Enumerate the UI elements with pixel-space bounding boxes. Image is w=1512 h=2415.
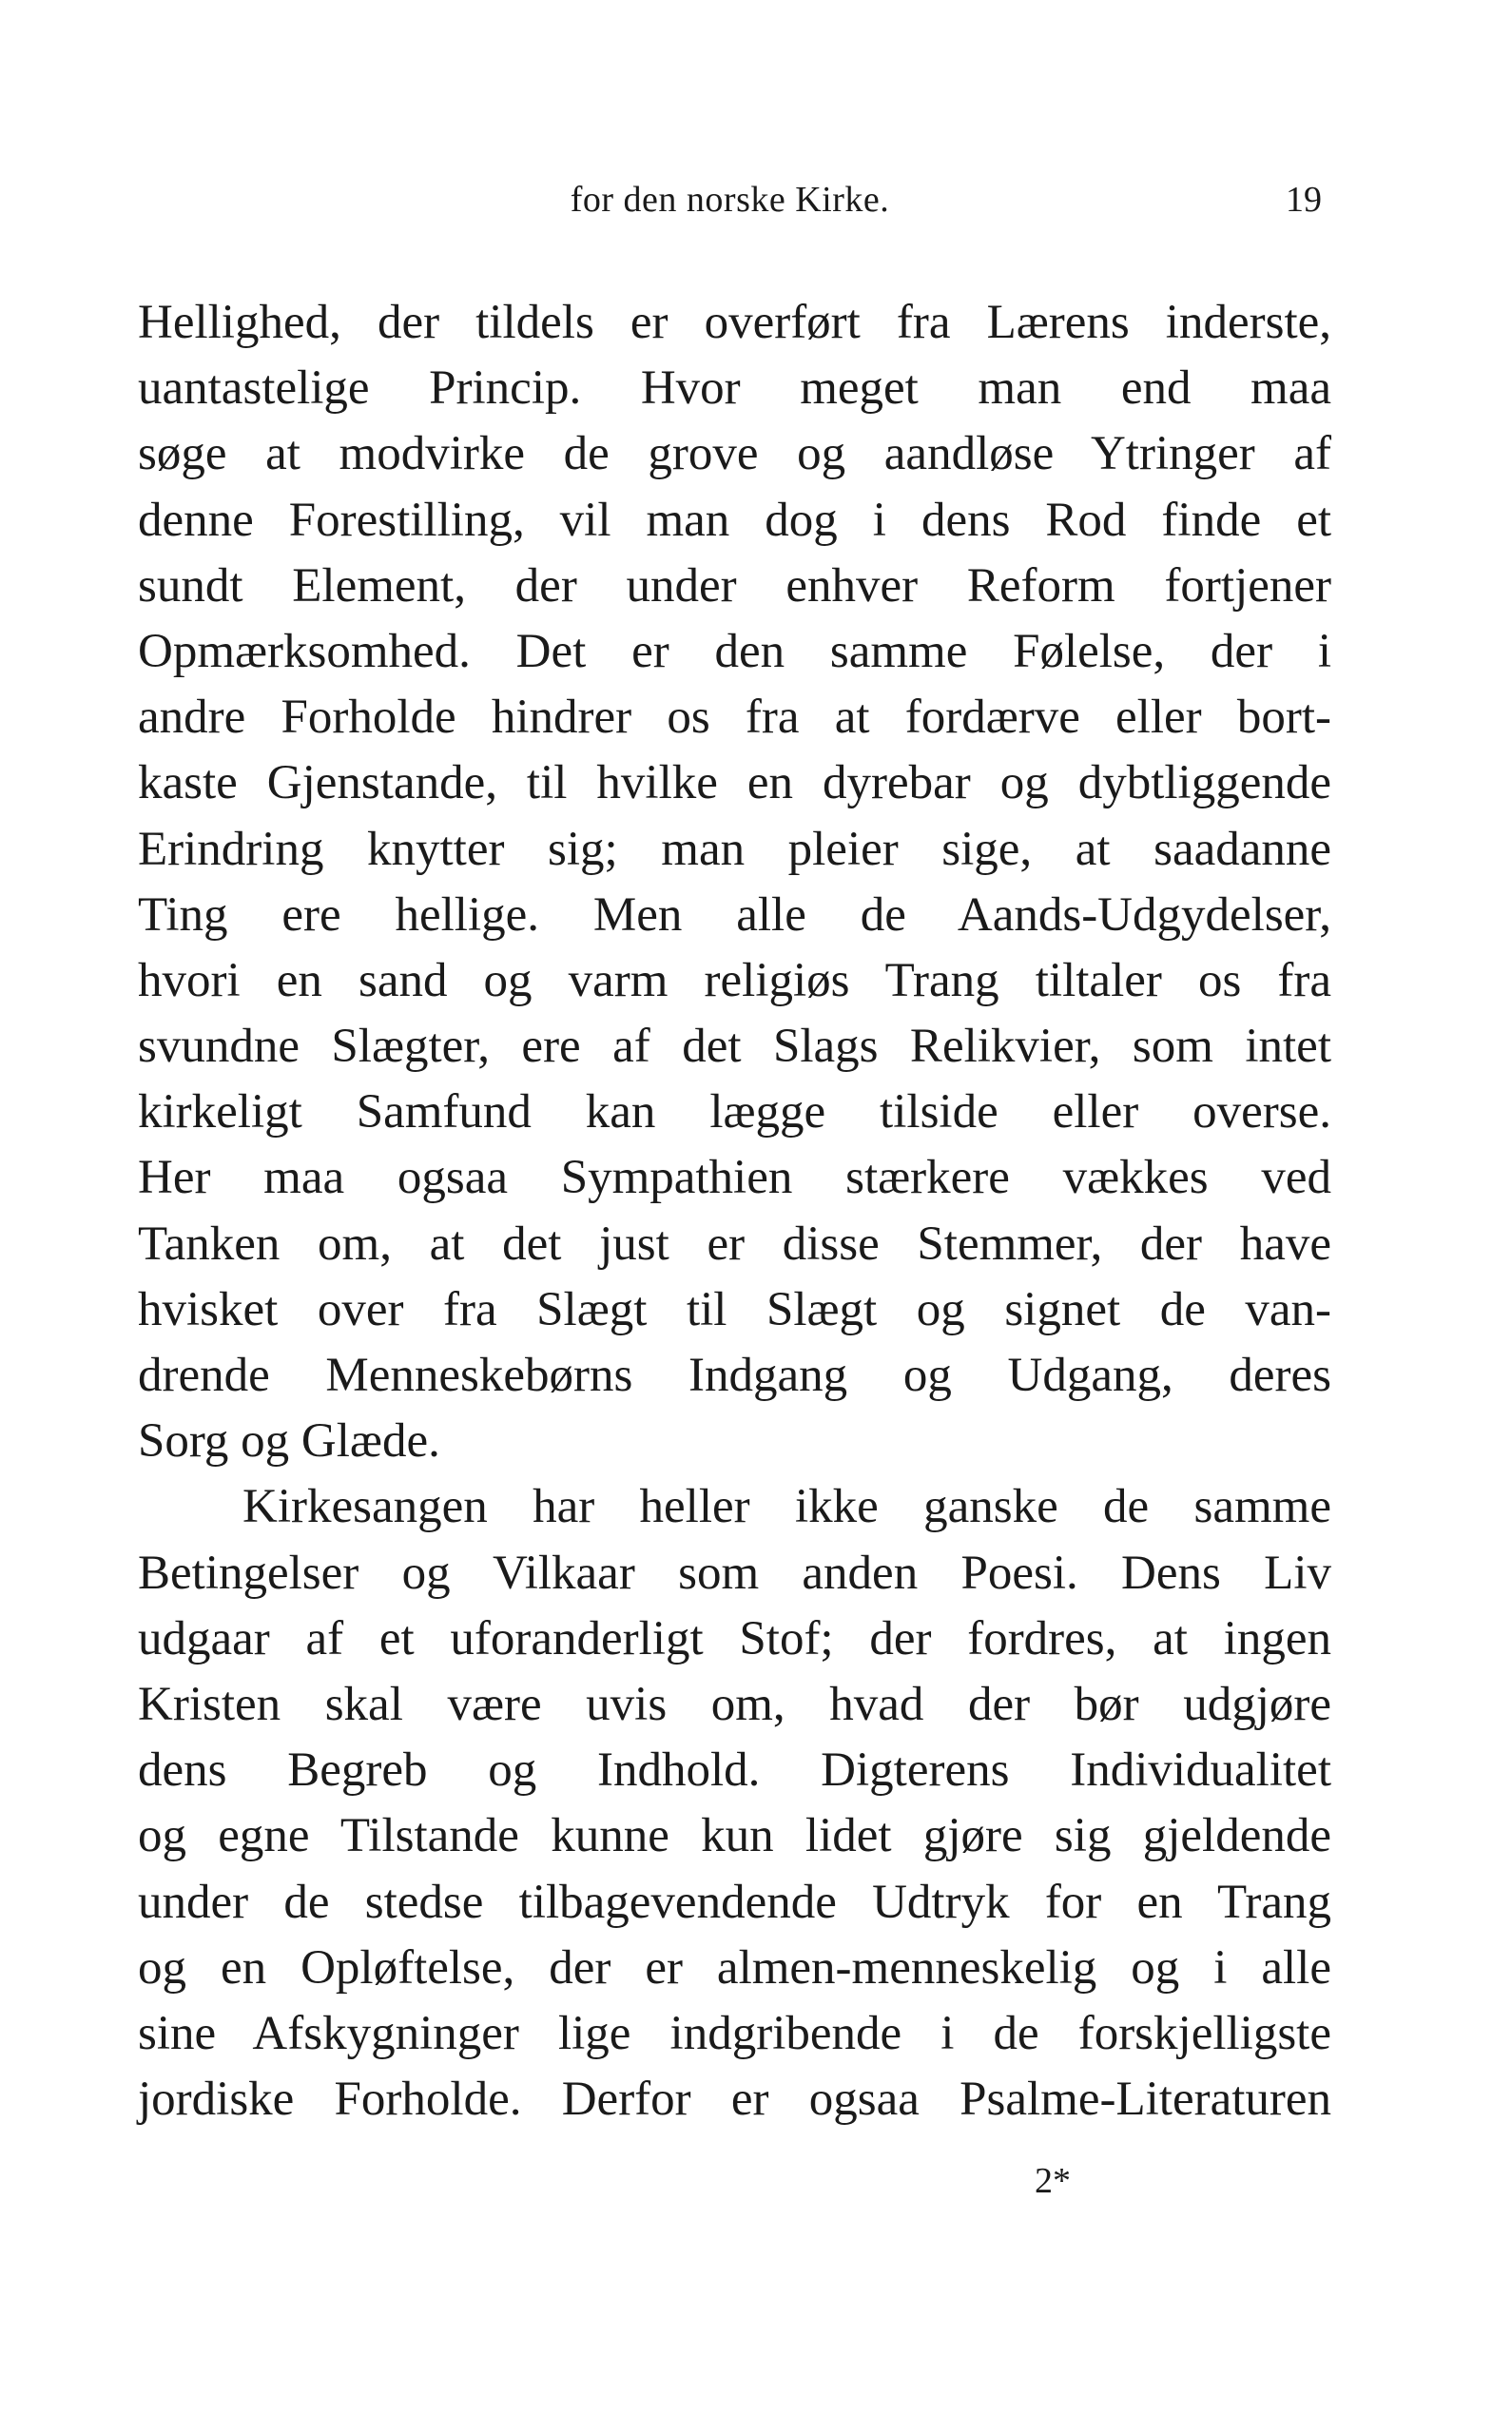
text-line-11: hvori en sand og varm religiøs Trang tiltaler os fra (138, 953, 1331, 1007)
running-title: for den norske Kirke. (570, 180, 890, 220)
text-line-20: Betingelser og Vilkaar som anden Poesi. Dens Liv (138, 1546, 1331, 1600)
text-line-13: kirkeligt Samfund kan lægge tilside eller overse. (138, 1085, 1331, 1139)
text-line-7: andre Forholde hindrer os fra at fordærve eller bort- (138, 691, 1331, 745)
text-line-9: Erindring knytter sig; man pleier sige, at saadanne (138, 822, 1331, 876)
text-line-19: Kirkesangen har heller ikke ganske de samme (242, 1480, 1331, 1534)
text-line-22: Kristen skal være uvis om, hvad der bør udgjøre (138, 1677, 1331, 1731)
text-line-10: Ting ere hellige. Men alle de Aands-Udgydelser, (138, 887, 1331, 942)
text-line-16: hvisket over fra Slægt til Slægt og signet de van- (138, 1282, 1331, 1336)
text-line-14: Her maa ogsaa Sympathien stærkere vækkes ved (138, 1151, 1331, 1205)
text-line-1: Hellighed, der tildels er overført fra Lærens inderste, (138, 296, 1331, 349)
text-line-27: sine Afskygninger lige indgribende i de forskjelligste (138, 2006, 1331, 2060)
text-line-18: Sorg og Glæde. (138, 1414, 440, 1469)
text-line-17: drende Menneskebørns Indgang og Udgang, deres (138, 1349, 1331, 1402)
signature-mark: 2* (1035, 2161, 1071, 2201)
text-line-5: sundt Element, der under enhver Reform fortjener (138, 558, 1331, 613)
text-line-3: søge at modvirke de grove og aandløse Ytringer af (138, 427, 1331, 481)
text-line-12: svundne Slægter, ere af det Slags Relikvier, som intet (138, 1020, 1331, 1074)
text-line-25: under de stedse tilbagevendende Udtryk for en Trang (138, 1875, 1331, 1929)
text-line-26: og en Opløftelse, der er almen-menneskelig og i alle (138, 1940, 1331, 1995)
text-line-8: kaste Gjenstande, til hvilke en dyrebar og dybtliggende (138, 756, 1331, 810)
text-line-4: denne Forestilling, vil man dog i dens Rod finde et (138, 493, 1331, 547)
text-line-23: dens Begreb og Indhold. Digterens Individualitet (138, 1743, 1331, 1798)
text-line-21: udgaar af et uforanderligt Stof; der fordres, at ingen (138, 1611, 1331, 1665)
page-number: 19 (1286, 180, 1322, 220)
body-text (138, 290, 1331, 2133)
running-head (138, 176, 1322, 224)
text-line-24: og egne Tilstande kunne kun lidet gjøre sig gjeldende (138, 1809, 1331, 1863)
text-line-28: jordiske Forholde. Derfor er ogsaa Psalme-Literaturen (138, 2073, 1331, 2127)
text-line-15: Tanken om, at det just er disse Stemmer, der have (138, 1217, 1331, 1271)
text-line-2: uantastelige Princip. Hvor meget man end maa (138, 361, 1331, 416)
text-line-6: Opmærksomhed. Det er den samme Følelse, der i (138, 624, 1331, 678)
